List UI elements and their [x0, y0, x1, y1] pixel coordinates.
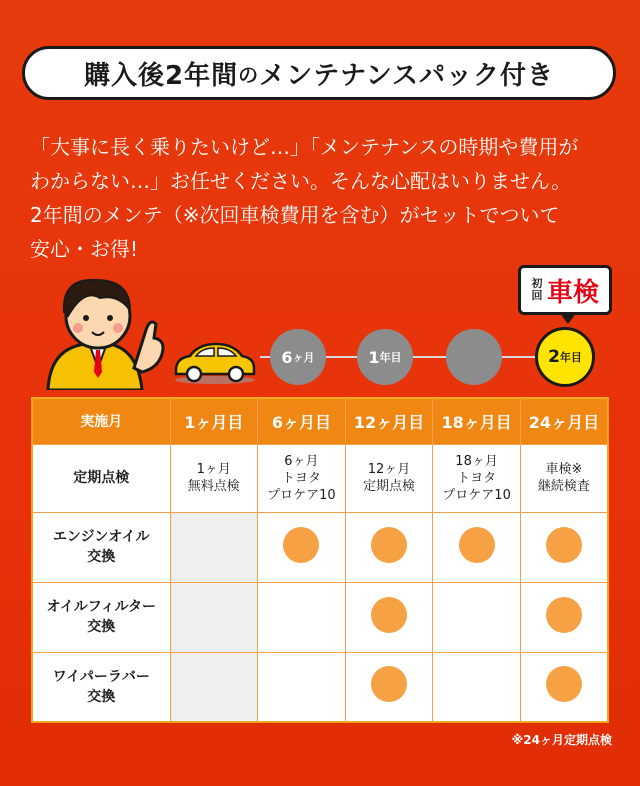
cell-line: トヨタ [457, 470, 497, 486]
performed-mark [371, 597, 407, 633]
timeline-unit: 年目 [559, 351, 582, 364]
timeline-2-year [535, 327, 595, 387]
row-label: 交換 [87, 619, 116, 635]
table-cell [345, 582, 433, 652]
cell-line: プロケア10 [267, 487, 336, 503]
row-header [32, 512, 170, 582]
table-cell [170, 652, 258, 722]
timeline-unit: 年目 [379, 351, 402, 364]
badge-inspection-label: 車検 [546, 277, 599, 308]
performed-mark [459, 527, 495, 563]
timeline-num: 2 [548, 347, 560, 367]
cell-line: 定期点検 [362, 479, 415, 494]
table-cell [258, 512, 346, 582]
performed-mark [371, 527, 407, 563]
table-cell [170, 444, 258, 512]
column-header-month: 24ヶ月目 [520, 398, 608, 444]
row-header [32, 652, 170, 722]
table-cell [520, 652, 608, 722]
title-part3: メンテナンスパック付き [259, 60, 554, 91]
intro-line: 「大事に長く乗りたいけど…」「メンテナンスの時期や費用が [30, 135, 579, 159]
timeline-18-months [446, 329, 502, 385]
timeline-1-year [357, 329, 413, 385]
table-cell [520, 582, 608, 652]
table-cell [433, 444, 521, 512]
intro-line: 安心・お得! [30, 237, 139, 261]
intro-line: わからない…」お任せください。そんな心配はいりません。 [30, 169, 572, 193]
performed-mark [546, 527, 582, 563]
performed-mark [546, 666, 582, 702]
table-cell [520, 512, 608, 582]
cell-line: 18ヶ月 [455, 453, 498, 469]
table-row [32, 512, 608, 582]
table-row [32, 652, 608, 722]
row-label: 交換 [87, 549, 116, 565]
intro-line: 2年間のメンテ（※次回車検費用を含む）がセットでついて [30, 203, 560, 227]
cell-line: 車検※ [545, 462, 583, 477]
row-label: ワイパーラバー [52, 668, 150, 685]
column-header-month: 1ヶ月目 [170, 398, 258, 444]
car-icon [172, 336, 258, 384]
table-cell [258, 444, 346, 512]
timeline-num: 1 [368, 347, 380, 367]
title-banner [22, 46, 616, 100]
table-cell [433, 582, 521, 652]
first-inspection-badge [518, 265, 612, 315]
title-part2: の [238, 62, 260, 87]
column-header-month: 12ヶ月目 [345, 398, 433, 444]
intro-text [30, 130, 620, 266]
table-cell [520, 444, 608, 512]
performed-mark [546, 597, 582, 633]
table-cell [170, 582, 258, 652]
table-cell [258, 652, 346, 722]
column-header-month: 6ヶ月目 [258, 398, 346, 444]
cell-line: トヨタ [281, 470, 321, 486]
performed-mark [283, 527, 319, 563]
row-label: エンジンオイル [52, 529, 150, 545]
column-header-month: 18ヶ月目 [433, 398, 521, 444]
performed-mark [371, 666, 407, 702]
table-cell [345, 444, 433, 512]
timeline-num: 6 [281, 347, 293, 367]
row-label: オイルフィルター [46, 599, 157, 615]
row-label: 定期点検 [73, 470, 130, 486]
maintenance-schedule-table [31, 397, 609, 723]
table-cell [170, 512, 258, 582]
table-row [32, 444, 608, 512]
table-cell [433, 652, 521, 722]
row-header [32, 582, 170, 652]
guide-character-illustration [38, 268, 168, 390]
table-cell [345, 652, 433, 722]
table-cell [258, 582, 346, 652]
table-cell [433, 512, 521, 582]
cell-line: 無料点検 [187, 479, 240, 494]
footnote: ※24ヶ月定期点検 [511, 733, 612, 747]
cell-line: 継続検査 [537, 479, 590, 494]
table-row [32, 582, 608, 652]
timeline-unit: ヶ月 [292, 351, 315, 364]
cell-line: プロケア10 [442, 487, 511, 503]
row-label: 交換 [87, 688, 116, 705]
cell-line: 1ヶ月 [196, 462, 231, 477]
cell-line: 12ヶ月 [367, 462, 411, 477]
title-part1: 購入後2年間 [83, 60, 239, 91]
badge-first-label: 初回 [531, 277, 543, 302]
table-cell [345, 512, 433, 582]
timeline-6-months [270, 329, 326, 385]
cell-line: 6ヶ月 [284, 453, 319, 469]
column-header-label: 実施月 [32, 398, 170, 444]
row-header [32, 444, 170, 512]
